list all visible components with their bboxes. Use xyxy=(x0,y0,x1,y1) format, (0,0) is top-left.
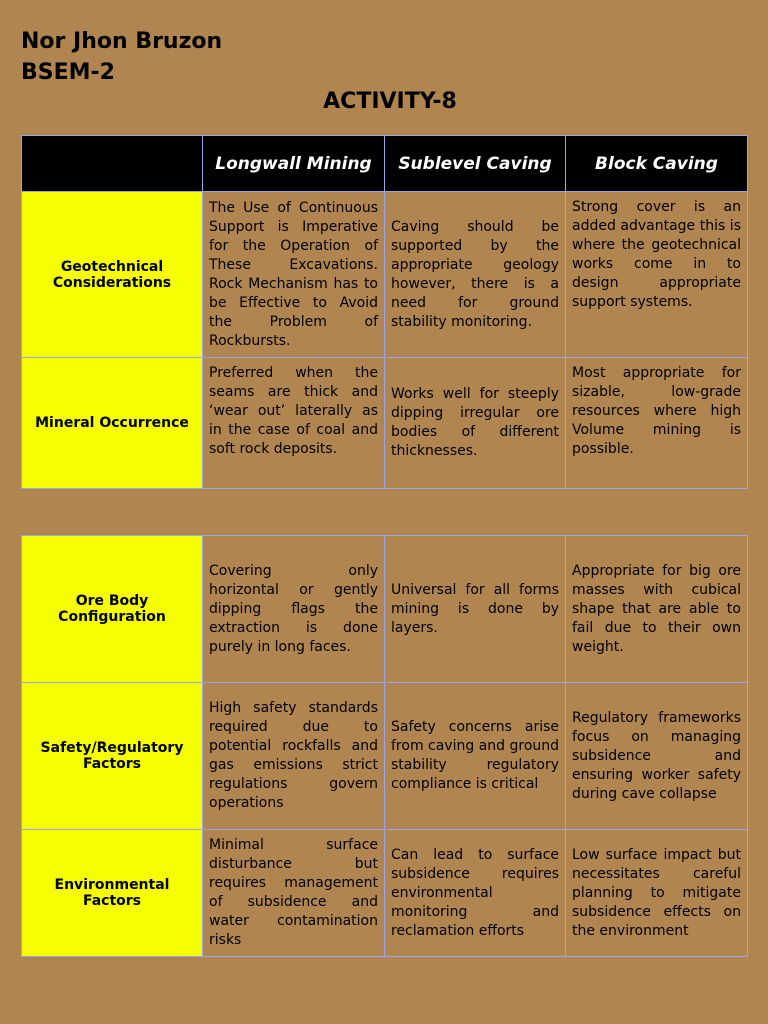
table-header-row xyxy=(22,136,748,192)
table-row xyxy=(22,536,748,683)
table-cell: Can lead to surface subsidence requires environmental monitoring and reclamation efforts xyxy=(385,830,566,957)
table-cell: Most appropriate for sizable, low-grade resources where high Volume mining is possible. xyxy=(566,358,748,489)
table-cell: Caving should be supported by the appropriate geology however, there is a need for ground stability monitoring. xyxy=(385,192,566,358)
row-header: Mineral Occurrence xyxy=(22,358,203,489)
table-row xyxy=(22,683,748,830)
table-cell: Low surface impact but necessitates careful planning to mitigate subsidence effects on the environment xyxy=(566,830,748,957)
table-row xyxy=(22,358,748,489)
comparison-table-top xyxy=(21,135,748,489)
table-cell: Works well for steeply dipping irregular ore bodies of different thicknesses. xyxy=(385,358,566,489)
author-block xyxy=(21,26,222,88)
table-row xyxy=(22,830,748,957)
column-header: Longwall Mining xyxy=(203,136,385,192)
row-header: Ore Body Configuration xyxy=(22,536,203,683)
table-cell: Covering only horizontal or gently dipping flags the extraction is done purely in long faces. xyxy=(203,536,385,683)
table-cell: Strong cover is an added advantage this is where the geotechnical works come in to design appropriate support systems. xyxy=(566,192,748,358)
column-header: Block Caving xyxy=(566,136,748,192)
table-cell: Regulatory frameworks focus on managing subsidence and ensuring worker safety during cave collapse xyxy=(566,683,748,830)
table-cell: Safety concerns arise from caving and ground stability regulatory compliance is critical xyxy=(385,683,566,830)
row-header: Environmental Factors xyxy=(22,830,203,957)
comparison-table-bottom xyxy=(21,535,748,957)
table-cell: Preferred when the seams are thick and ‘wear out’ laterally as in the case of coal and soft rock deposits. xyxy=(203,358,385,489)
table-row xyxy=(22,192,748,358)
page-title: ACTIVITY-8 xyxy=(323,89,457,114)
header-corner xyxy=(22,136,203,192)
row-header: Geotechnical Considerations xyxy=(22,192,203,358)
author-name: Nor Jhon Bruzon xyxy=(21,29,223,54)
table-cell: Universal for all forms mining is done by layers. xyxy=(385,536,566,683)
table-cell: Appropriate for big ore masses with cubical shape that are able to fail due to their own weight. xyxy=(566,536,748,683)
row-header: Safety/Regulatory Factors xyxy=(22,683,203,830)
column-header: Sublevel Caving xyxy=(385,136,566,192)
table-cell: The Use of Continuous Support is Imperative for the Operation of These Excavations. Rock Mechanism has to be Effective to Avoid the Problem of Rockbursts. xyxy=(203,192,385,358)
author-section: BSEM-2 xyxy=(21,60,115,85)
table-cell: High safety standards required due to potential rockfalls and gas emissions strict regulations govern operations xyxy=(203,683,385,830)
table-cell: Minimal surface disturbance but requires management of subsidence and water contamination risks xyxy=(203,830,385,957)
